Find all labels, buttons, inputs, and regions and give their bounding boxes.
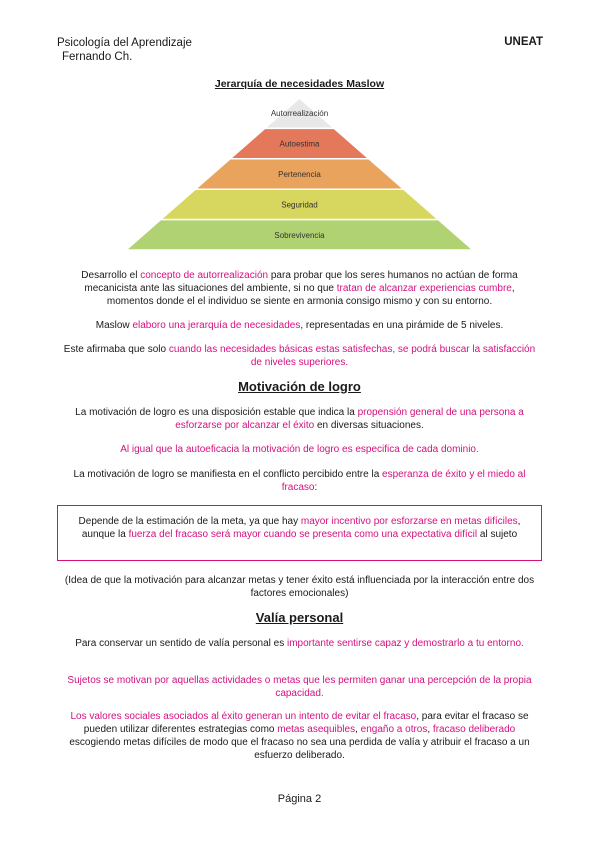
subject-name: Psicología del Aprendizaje [57, 37, 192, 49]
highlighted-text: tratan de alcanzar experiencias cumbre [336, 283, 512, 294]
highlighted-text: mayor incentivo por esforzarse en metas difíciles [300, 516, 518, 527]
section-heading-valia: Valía personal [255, 610, 344, 625]
highlighted-text: fracaso deliberado [432, 724, 516, 735]
logro-paragraph-1 [62, 406, 537, 432]
highlighted-text: elaboro una jerarquía de necesidades [132, 320, 301, 331]
highlighted-text: fuerza del fracaso será mayor cuando se presenta como una expectativa difícil [128, 529, 478, 540]
valia-paragraph-2 [62, 674, 537, 700]
highlighted-text: metas asequibles [277, 724, 356, 735]
highlighted-text: propensión general de una persona a esforzarse por alcanzar el éxito [175, 407, 524, 431]
logro-paragraph-2 [62, 443, 537, 456]
text-run: , [427, 724, 433, 735]
intro-paragraph-1 [62, 269, 537, 308]
highlighted-text: Los valores sociales asociados al éxito generan un intento de evitar el fracaso [70, 711, 417, 722]
highlighted-text: importante sentirse capaz y demostrarlo a tu entorno. [287, 638, 524, 649]
pyramid-level-label: Autoestima [279, 139, 320, 149]
text-run: escogiendo metas difíciles de modo que el fracaso no sea una perdida de valía y atribuir el fracaso a un esfuerzo deliberado. [69, 737, 530, 761]
text-run: Este afirmaba que solo [63, 344, 169, 355]
highlighted-text: Al igual que la autoeficacia la motivación de logro es especifica de cada dominio. [120, 444, 479, 455]
text-run: : [314, 482, 318, 493]
highlighted-text: esperanza de éxito y el miedo al fracaso [281, 469, 526, 493]
highlighted-text: cuando las necesidades básicas estas satisfechas, se podrá buscar la satisfacción de niveles superiores. [168, 344, 536, 368]
text-run: Depende de la estimación de la meta, ya que hay [78, 516, 301, 527]
text-run: Maslow [95, 320, 133, 331]
pyramid-level-label: Sobrevivencia [274, 230, 325, 240]
intro-paragraph-3 [62, 343, 537, 369]
text-run: , aunque la [81, 516, 521, 540]
valia-paragraph-3 [62, 710, 537, 762]
document-header [57, 36, 192, 64]
page-number: Página 2 [277, 793, 322, 805]
figure-title: Jerarquía de necesidades Maslow [214, 78, 385, 90]
author-name: Fernando Ch. [62, 51, 133, 63]
highlighted-text: Sujetos se motivan por aquellas actividades o metas que les permiten ganar una percepción de la propia capacidad. [67, 675, 532, 699]
text-run: en diversas situaciones. [314, 420, 424, 431]
text-run: , para evitar el fracaso se pueden utilizar diferentes estrategias como [83, 711, 529, 735]
pyramid-level-label: Seguridad [281, 200, 318, 210]
institution-name: UNEAT [504, 36, 543, 48]
text-run: La motivación de logro es una disposición estable que indica la [75, 407, 358, 418]
maslow-pyramid [126, 98, 473, 250]
highlight-box [57, 505, 542, 561]
valia-paragraph-1 [62, 637, 537, 650]
text-run: para probar que los seres humanos no actúan de forma mecanicista ante las situaciones del ambiente, si no que [84, 270, 518, 294]
text-run: Desarrollo el [81, 270, 141, 281]
highlight-box-text [58, 506, 541, 541]
text-run: Para conservar un sentido de valía personal es [75, 638, 287, 649]
pyramid-level-label: Pertenencia [278, 170, 321, 179]
text-run: , representadas en una pirámide de 5 niveles. [300, 320, 504, 331]
highlighted-text: engaño a otros [360, 724, 428, 735]
text-run: La motivación de logro se manifiesta en el conflicto percibido entre la [73, 469, 383, 480]
text-run: al sujeto [477, 529, 518, 540]
logro-paragraph-3 [62, 468, 537, 494]
section-heading-logro: Motivación de logro [238, 379, 361, 394]
text-run: (Idea de que la motivación para alcanzar metas y tener éxito está influenciada por la interacción entre dos factores emocionales) [64, 575, 535, 599]
logro-note [62, 574, 537, 600]
pyramid-level-label: Autorrealización [270, 109, 329, 119]
highlighted-text: concepto de autorrealización [140, 270, 269, 281]
text-run: , momentos donde el el individuo se siente en armonia consigo mismo y con su entorno. [106, 283, 515, 307]
intro-paragraph-2 [62, 319, 537, 332]
text-run: , [355, 724, 361, 735]
